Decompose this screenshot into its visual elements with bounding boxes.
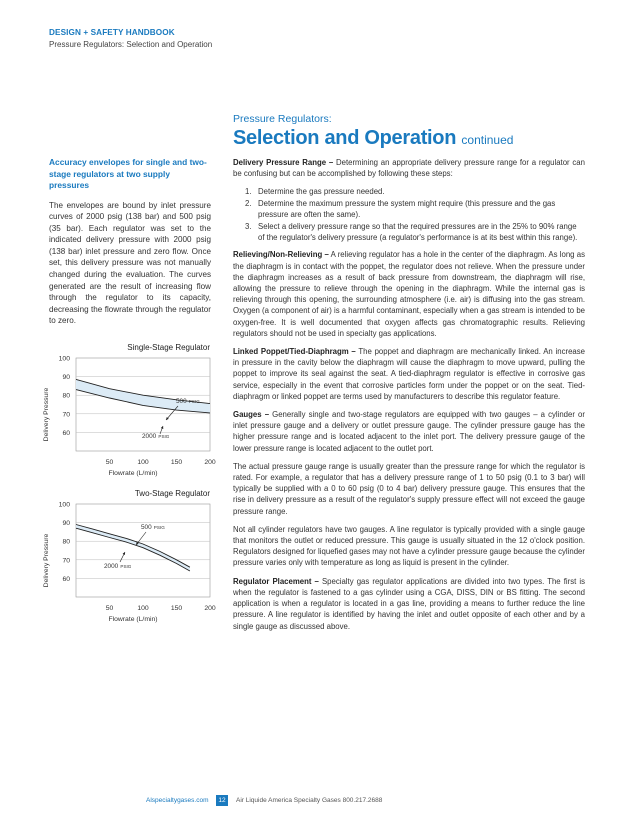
x-axis-label: Flowrate (L/min) <box>108 470 158 477</box>
paragraph-gauges <box>233 409 585 454</box>
y-tick-label: 60 <box>62 429 70 437</box>
list-item <box>245 198 585 220</box>
handbook-subtitle: Pressure Regulators: Selection and Operation <box>49 40 213 49</box>
two-stage-chart <box>28 486 218 626</box>
x-tick-label: 200 <box>204 605 216 612</box>
x-tick-label: 100 <box>137 459 149 466</box>
page-title <box>233 127 513 150</box>
delivery-range-text: Determining an appropriate delivery pressure range for a regulator can be confusing but can be accomplished by following these steps: <box>233 158 585 179</box>
x-tick-label: 50 <box>105 459 114 466</box>
left-column <box>49 157 211 327</box>
x-tick-label: 200 <box>204 459 216 466</box>
list-item <box>245 186 585 197</box>
annotation-label: 500 <box>141 524 152 531</box>
y-tick-label: 60 <box>62 575 70 583</box>
step-text: Select a delivery pressure range so that the required pressures are in the 25% to 90% range of the regulator's delivery pressure (a regulator's performance is at its best within this range). <box>258 222 578 243</box>
page-title-continued: continued <box>461 133 514 147</box>
paragraph-placement <box>233 576 585 632</box>
annotation-unit: PSIG <box>120 564 132 569</box>
paragraph-delivery-range <box>233 157 585 179</box>
gauges-heading: Gauges – <box>233 410 270 420</box>
y-tick-label: 100 <box>58 355 70 363</box>
right-column <box>233 157 585 639</box>
section-subtitle: Pressure Regulators: <box>233 113 332 125</box>
gauges-text: Generally single and two-stage regulators are equipped with two gauges – a cylinder or inlet pressure gauge and a delivery or outlet pressure gauge. The cylinder pressure gauge has the higher pressure range and is located adjacent to the inlet port. The delivery pressure gauge of the lower pressure range is located adjacent to the outlet port. <box>233 410 585 453</box>
step-number: 2. <box>245 199 252 209</box>
y-axis-label: Delivery Pressure <box>43 387 50 442</box>
delivery-range-heading: Delivery Pressure Range – <box>233 158 334 167</box>
annotation-label: 2000 <box>142 433 157 440</box>
plot-frame <box>76 504 210 597</box>
y-tick-label: 100 <box>58 501 70 509</box>
accuracy-envelope <box>76 525 190 572</box>
chart-title: Two-Stage Regulator <box>134 489 210 498</box>
x-tick-label: 50 <box>105 605 114 612</box>
step-number: 1. <box>245 187 252 197</box>
step-text: Determine the maximum pressure the system might require (this pressure and the gas pressure are often the same). <box>258 199 556 220</box>
footer-contact: Air Liquide America Specialty Gases 800.217.2688 <box>236 797 383 804</box>
handbook-title: DESIGN + SAFETY HANDBOOK <box>49 28 175 37</box>
y-tick-label: 90 <box>62 374 70 382</box>
step-number: 3. <box>245 222 252 232</box>
x-axis-label: Flowrate (L/min) <box>108 616 158 623</box>
paragraph-linked-poppet <box>233 346 585 402</box>
annotation-unit: PSIG <box>158 434 170 439</box>
list-item <box>245 221 585 243</box>
paragraph-relieving <box>233 249 585 339</box>
step-text: Determine the gas pressure needed. <box>258 187 385 197</box>
single-stage-chart <box>28 340 218 480</box>
steps-list <box>245 186 585 243</box>
accuracy-envelope <box>76 379 210 413</box>
relieving-text: A relieving regulator has a hole in the center of the diaphragm. As long as the diaphragm is in contact with the poppet, the regulator does not relieve. When the pressure under the diaphragm increases as a result of back pressure from downstream, the diaphragm will rise, allowing the pressure to relieve through the opening in the diaphragm. While the internal gas is relieving through this opening, the surrounding atmosphere (i.e. air) is diffusing into the gas stream. Oxygen (a component of air) is a harmful contaminant, especially when a gas stream is intended to be oxygen-free. It is well documented that oxygen affects gas chromatographic results. Relieving regulators should not be used in specialty gas applications. <box>233 250 585 338</box>
series-line-2000-psig <box>76 528 190 571</box>
page-title-text: Selection and Operation <box>233 127 457 149</box>
placement-text: Specialty gas regulator applications are divided into two types. The first is when the regulator is fastened to a gas cylinder using a CGA, DISS, DIN or BS fitting. The second application is when a regulator is located in a gas line, providing a means to further reduce the line pressure. A line regulator is identified by having the inlet and outlet opposite of each other and by a single gauge as discussed above. <box>233 576 585 631</box>
x-tick-label: 150 <box>170 605 183 612</box>
x-tick-label: 100 <box>137 605 149 612</box>
y-tick-label: 80 <box>62 538 70 546</box>
relieving-heading: Relieving/Non-Relieving – <box>233 250 329 260</box>
y-tick-label: 70 <box>62 557 70 565</box>
figure-caption-body: The envelopes are bound by inlet pressure curves of 2000 psig (138 bar) and 500 psig (35 bar). Each regulator was set to the indicated delivery pressure with 2000 psig (138 bar) inlet pressure and zero flow. Once set, this delivery pressure was not manually changed during the evaluation. The curves generated are the result of increasing flow through the regulator to its capacity, decreasing the flowrate through the regulator to zero. <box>49 200 211 326</box>
placement-heading: Regulator Placement – <box>233 576 319 586</box>
annotation-unit: PSIG <box>153 525 165 530</box>
website-link[interactable]: Alspecialtygases.com <box>146 797 209 804</box>
y-tick-label: 90 <box>62 520 70 528</box>
figure-caption-heading: Accuracy envelopes for single and two-stage regulators at two supply pressures <box>49 157 207 190</box>
paragraph-gauge-range: The actual pressure gauge range is usually greater than the pressure range for which the regulator is rated. For example, a regulator that has a delivery pressure range of 1 to 50 psig (0.1 to 3 bar) will typically be supplied with a 0 to 60 psig (0 to 4 bar) delivery pressure gauge. This ensures that the rise in delivery pressure as a result of the regulator's supply pressure effect will not exceed the gauge pressure range. <box>233 461 585 516</box>
paragraph-line-regulator: Not all cylinder regulators have two gauges. A line regulator is typically provided with a single gauge that monitors the outlet or reduced pressure. This gauge is usually situated in the 12 o'clock position. Regulators designed for liquefied gases may not have a cylinder pressure gauge because the cylinder pressure varies only with temperature as long as liquid is present in the cylinder. <box>233 524 585 568</box>
y-tick-label: 80 <box>62 392 70 400</box>
page-number: 12 <box>216 795 228 806</box>
linked-poppet-heading: Linked Poppet/Tied-Diaphragm – <box>233 347 356 357</box>
y-axis-label: Delivery Pressure <box>43 533 50 588</box>
annotation-label: 500 <box>176 398 187 405</box>
chart-title: Single-Stage Regulator <box>127 343 210 352</box>
y-tick-label: 70 <box>62 411 70 419</box>
linked-poppet-text: The poppet and diaphragm are mechanically linked. An increase in pressure in the cavity below the diaphragm will cause the diaphragm to move upward, pulling the poppet to improve its seal against the seat. A tied-diaphragm regulator is effective in corrosive gas service, especially in the event that corrosive particles form under the poppet or on the seat. Tied-diaphragm or linked poppet are terms used by manufacturers to describe this regulator feature. <box>233 347 585 401</box>
annotation-unit: PSIG <box>188 399 200 404</box>
x-tick-label: 150 <box>170 459 183 466</box>
annotation-label: 2000 <box>104 563 119 570</box>
